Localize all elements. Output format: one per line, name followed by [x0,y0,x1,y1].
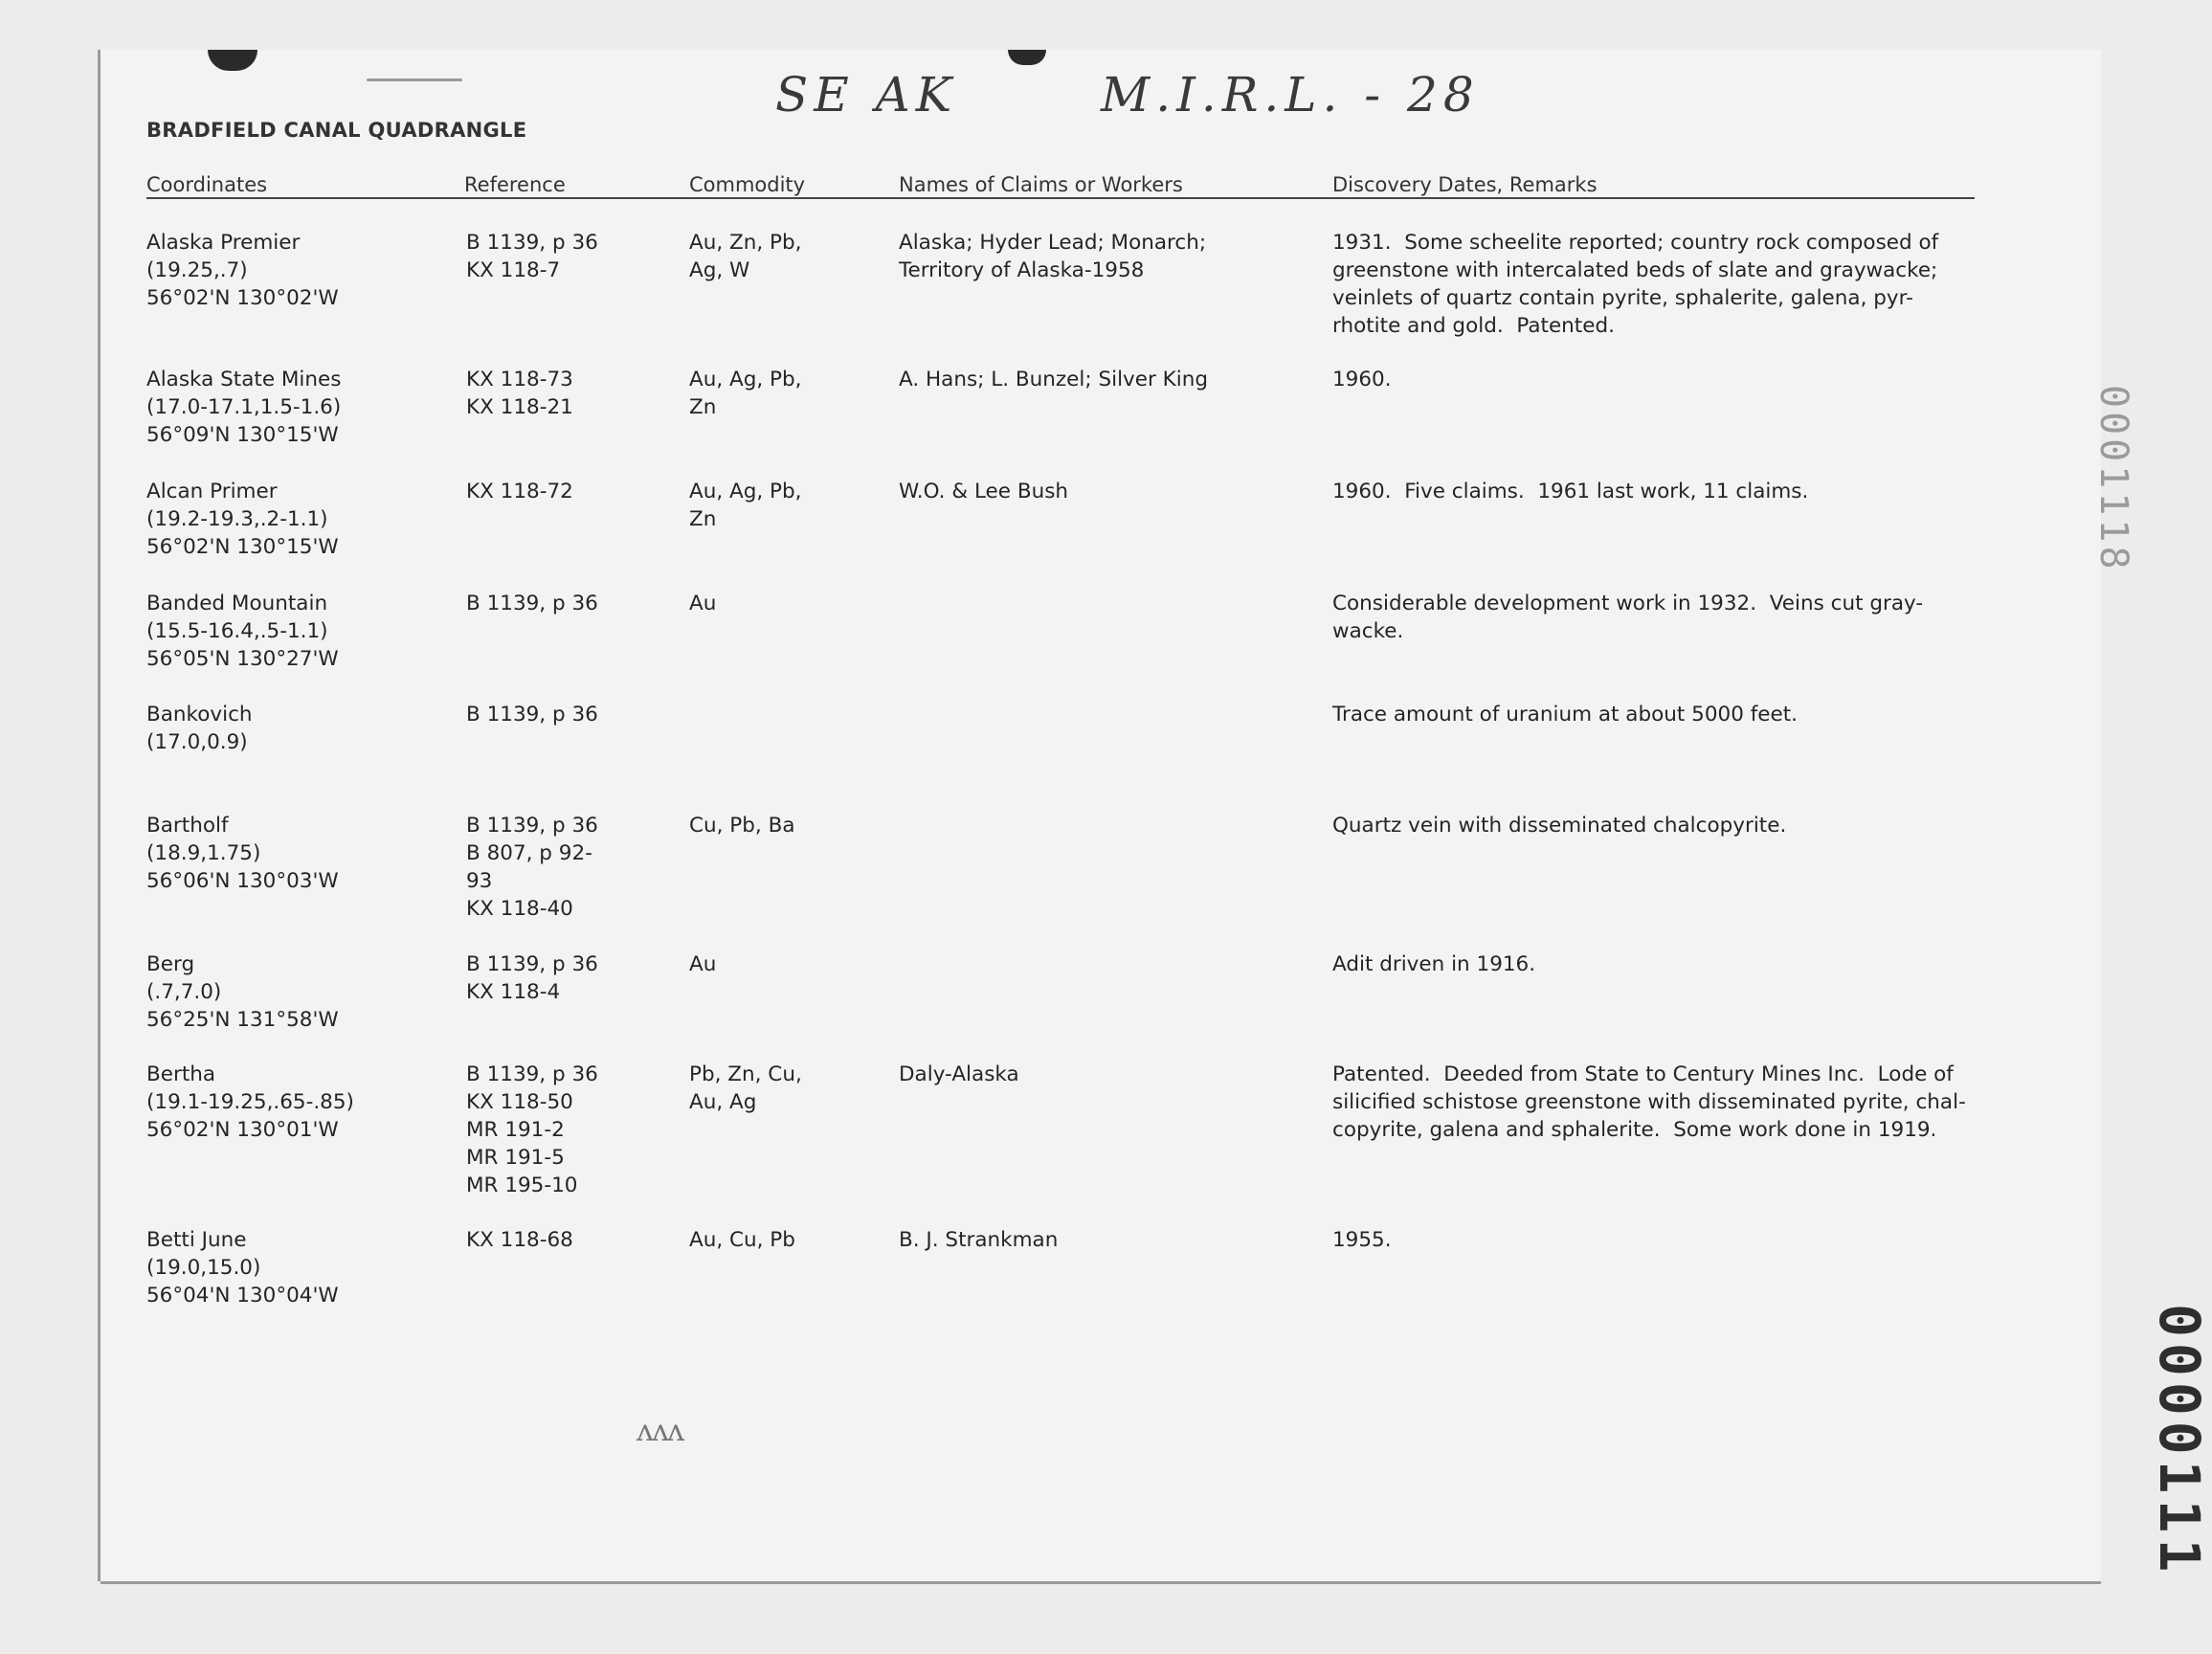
cell-reference: KX 118-72 [466,480,573,503]
cell-coordinates: Bartholf (18.9,1.75) 56°06'N 130°03'W [146,814,339,893]
punch-hole [208,50,257,71]
cell-commodity: Au, Zn, Pb, Ag, W [689,231,802,282]
cell-commodity: Au, Ag, Pb, Zn [689,480,802,531]
cell-coordinates: Alaska Premier (19.25,.7) 56°02'N 130°02'W [146,231,339,310]
cell-names: Alaska; Hyder Lead; Monarch; Territory of Alaska-1958 [899,231,1207,282]
header-rule [146,197,1975,199]
cell-reference: KX 118-68 [466,1228,573,1252]
cell-coordinates: Banded Mountain (15.5-16.4,.5-1.1) 56°05'N 130°27'W [146,592,339,671]
cell-remarks: Trace amount of uranium at about 5000 feet. [1332,703,1799,726]
cell-reference: B 1139, p 36 B 807, p 92- 93 KX 118-40 [466,814,598,921]
cell-coordinates: Alaska State Mines (17.0-17.1,1.5-1.6) 56°09'N 130°15'W [146,368,342,447]
cell-remarks: Adit driven in 1916. [1332,952,1536,976]
cell-names: B. J. Strankman [899,1228,1059,1252]
cell-remarks: 1960. [1332,368,1392,391]
cell-remarks: 1955. [1332,1228,1392,1252]
cell-reference: B 1139, p 36 KX 118-7 [466,231,598,282]
document-number-stamp-faint: 0001118 [2091,385,2135,573]
cell-coordinates: Betti June (19.0,15.0) 56°04'N 130°04'W [146,1228,339,1308]
cell-coordinates: Berg (.7,7.0) 56°25'N 131°58'W [146,952,339,1032]
cell-commodity: Au, Cu, Pb [689,1228,795,1252]
cell-coordinates: Bertha (19.1-19.25,.65-.85) 56°02'N 130°01'W [146,1062,354,1142]
smudge-mark: ᴧᴧᴧ [637,1412,683,1448]
cell-commodity: Cu, Pb, Ba [689,814,795,838]
cell-commodity: Au [689,592,717,615]
cell-reference: B 1139, p 36 [466,592,598,615]
punch-hole [1008,50,1046,65]
cell-reference: B 1139, p 36 [466,703,598,726]
document-number-stamp: 0000111 [2147,1304,2212,1578]
cell-commodity: Pb, Zn, Cu, Au, Ag [689,1062,802,1114]
quadrangle-title: BRADFIELD CANAL QUADRANGLE [146,119,527,142]
column-header-reference: Reference [464,173,566,196]
cell-remarks: Quartz vein with disseminated chalcopyrite. [1332,814,1787,838]
cell-names: Daly-Alaska [899,1062,1019,1086]
column-header-commodity: Commodity [689,173,806,196]
cell-commodity: Au, Ag, Pb, Zn [689,368,802,419]
cell-remarks: Considerable development work in 1932. Veins cut gray- wacke. [1332,592,1924,643]
cell-names: A. Hans; L. Bunzel; Silver King [899,368,1209,391]
cell-reference: KX 118-73 KX 118-21 [466,368,573,419]
pencil-mark [367,78,462,81]
cell-coordinates: Alcan Primer (19.2-19.3,.2-1.1) 56°02'N 130°15'W [146,480,339,559]
handwritten-series: M.I.R.L. - 28 [1101,67,1480,123]
column-header-names: Names of Claims or Workers [899,173,1183,196]
cell-remarks: Patented. Deeded from State to Century Mines Inc. Lode of silicified schistose greenstone with disseminated pyrite, chal- copyrite, galena and sphalerite. Some work done in 1919. [1332,1062,1966,1142]
cell-remarks: 1960. Five claims. 1961 last work, 11 claims. [1332,480,1809,503]
cell-commodity: Au [689,952,717,976]
cell-remarks: 1931. Some scheelite reported; country rock composed of greenstone with intercalated beds of slate and graywacke; veinlets of quartz contain pyrite, sphalerite, galena, pyr- rhotite and gold. Patented. [1332,231,1939,338]
cell-reference: B 1139, p 36 KX 118-4 [466,952,598,1004]
column-header-coordinates: Coordinates [146,173,268,196]
handwritten-region: SE AK [775,67,958,123]
cell-coordinates: Bankovich (17.0,0.9) [146,703,253,754]
cell-reference: B 1139, p 36 KX 118-50 MR 191-2 MR 191-5 MR 195-10 [466,1062,598,1197]
cell-names: W.O. & Lee Bush [899,480,1069,503]
column-header-remarks: Discovery Dates, Remarks [1332,173,1598,196]
